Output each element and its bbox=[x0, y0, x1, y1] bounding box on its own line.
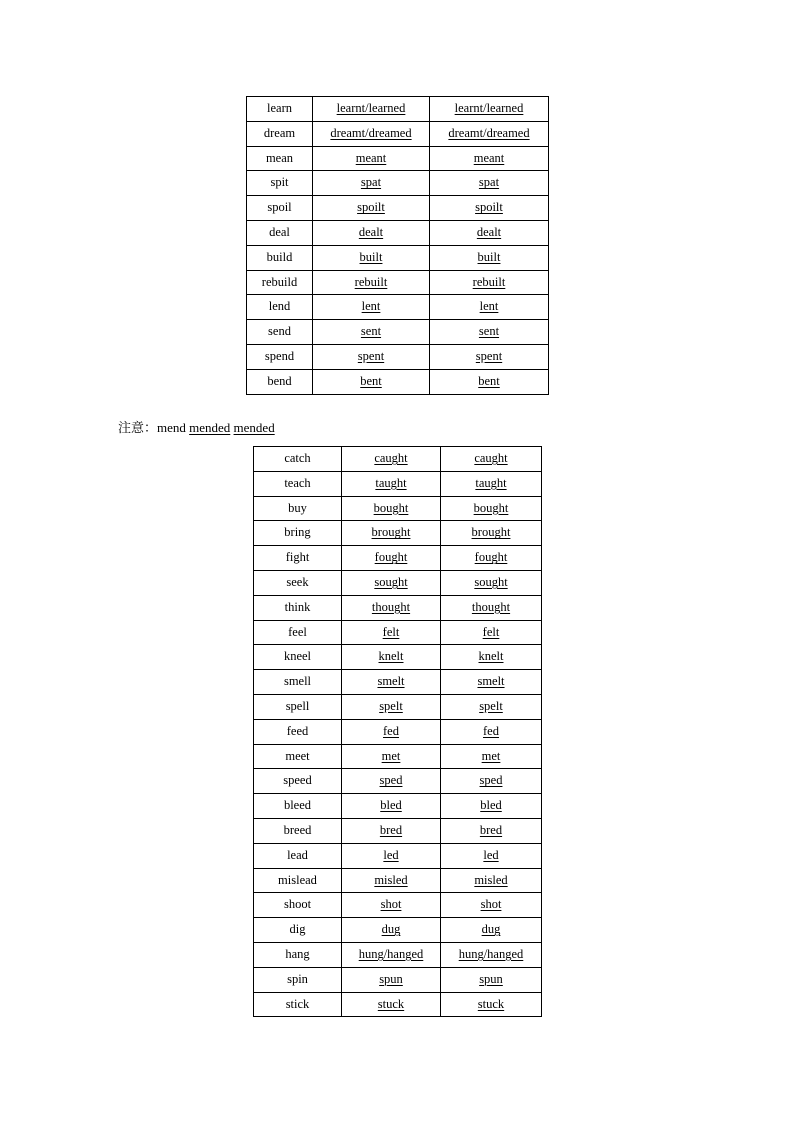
past-tense-cell: spelt bbox=[342, 694, 441, 719]
table-row bbox=[247, 320, 549, 345]
past-participle-cell: dug bbox=[441, 918, 542, 943]
past-tense-cell: learnt/learned bbox=[313, 97, 430, 122]
past-participle-cell: lent bbox=[430, 295, 549, 320]
past-participle-cell: taught bbox=[441, 471, 542, 496]
past-tense-cell: fought bbox=[342, 546, 441, 571]
past-participle-cell: felt bbox=[441, 620, 542, 645]
past-tense-cell: sent bbox=[313, 320, 430, 345]
past-tense-cell: felt bbox=[342, 620, 441, 645]
past-tense-cell: dreamt/dreamed bbox=[313, 121, 430, 146]
past-tense-cell: bred bbox=[342, 818, 441, 843]
past-tense-cell: shot bbox=[342, 893, 441, 918]
table-row bbox=[254, 719, 542, 744]
table-row bbox=[247, 121, 549, 146]
past-tense-cell: knelt bbox=[342, 645, 441, 670]
past-participle-cell: fed bbox=[441, 719, 542, 744]
past-participle-cell: fought bbox=[441, 546, 542, 571]
past-participle-cell: shot bbox=[441, 893, 542, 918]
past-participle-cell: sped bbox=[441, 769, 542, 794]
past-tense-cell: bought bbox=[342, 496, 441, 521]
base-form-cell: smell bbox=[254, 670, 342, 695]
past-tense-cell: misled bbox=[342, 868, 441, 893]
past-tense-cell: stuck bbox=[342, 992, 441, 1017]
past-tense-cell: brought bbox=[342, 521, 441, 546]
base-form-cell: fight bbox=[254, 546, 342, 571]
table-row bbox=[254, 595, 542, 620]
base-form-cell: seek bbox=[254, 570, 342, 595]
past-tense-cell: bent bbox=[313, 369, 430, 394]
base-form-cell: mislead bbox=[254, 868, 342, 893]
past-participle-cell: dreamt/dreamed bbox=[430, 121, 549, 146]
table-row bbox=[247, 245, 549, 270]
past-participle-cell: spat bbox=[430, 171, 549, 196]
base-form-cell: send bbox=[247, 320, 313, 345]
table-row bbox=[247, 295, 549, 320]
table-row bbox=[254, 570, 542, 595]
base-form-cell: spell bbox=[254, 694, 342, 719]
base-form-cell: breed bbox=[254, 818, 342, 843]
base-form-cell: shoot bbox=[254, 893, 342, 918]
base-form-cell: build bbox=[247, 245, 313, 270]
table-row bbox=[254, 744, 542, 769]
past-participle-cell: dealt bbox=[430, 220, 549, 245]
past-participle-cell: spelt bbox=[441, 694, 542, 719]
table-row bbox=[247, 146, 549, 171]
past-participle-cell: bred bbox=[441, 818, 542, 843]
base-form-cell: meet bbox=[254, 744, 342, 769]
base-form-cell: hang bbox=[254, 942, 342, 967]
past-participle-cell: misled bbox=[441, 868, 542, 893]
past-tense-cell: dealt bbox=[313, 220, 430, 245]
table-row bbox=[254, 521, 542, 546]
note-prefix: 注意：mend bbox=[118, 420, 190, 435]
past-participle-cell: bled bbox=[441, 794, 542, 819]
past-participle-cell: meant bbox=[430, 146, 549, 171]
past-participle-cell: smelt bbox=[441, 670, 542, 695]
past-tense-cell: sped bbox=[342, 769, 441, 794]
base-form-cell: spit bbox=[247, 171, 313, 196]
base-form-cell: bleed bbox=[254, 794, 342, 819]
base-form-cell: dream bbox=[247, 121, 313, 146]
past-tense-cell: bled bbox=[342, 794, 441, 819]
past-tense-cell: built bbox=[313, 245, 430, 270]
table-row bbox=[254, 769, 542, 794]
past-tense-cell: rebuilt bbox=[313, 270, 430, 295]
base-form-cell: think bbox=[254, 595, 342, 620]
base-form-cell: catch bbox=[254, 447, 342, 472]
past-tense-cell: thought bbox=[342, 595, 441, 620]
table-row bbox=[254, 918, 542, 943]
past-tense-cell: lent bbox=[313, 295, 430, 320]
base-form-cell: kneel bbox=[254, 645, 342, 670]
table-row bbox=[254, 868, 542, 893]
base-form-cell: bring bbox=[254, 521, 342, 546]
table-row bbox=[254, 694, 542, 719]
note-line bbox=[118, 420, 275, 436]
base-form-cell: buy bbox=[254, 496, 342, 521]
past-tense-cell: dug bbox=[342, 918, 441, 943]
past-tense-cell: sought bbox=[342, 570, 441, 595]
base-form-cell: spin bbox=[254, 967, 342, 992]
past-tense-cell: met bbox=[342, 744, 441, 769]
base-form-cell: rebuild bbox=[247, 270, 313, 295]
table-row bbox=[254, 942, 542, 967]
table-row bbox=[247, 196, 549, 221]
table-row bbox=[254, 843, 542, 868]
past-participle-cell: learnt/learned bbox=[430, 97, 549, 122]
table-row bbox=[254, 670, 542, 695]
base-form-cell: speed bbox=[254, 769, 342, 794]
past-tense-cell: hung/hanged bbox=[342, 942, 441, 967]
past-participle-cell: caught bbox=[441, 447, 542, 472]
table-row bbox=[254, 496, 542, 521]
past-participle-cell: bought bbox=[441, 496, 542, 521]
past-tense-cell: led bbox=[342, 843, 441, 868]
table-row bbox=[254, 471, 542, 496]
base-form-cell: deal bbox=[247, 220, 313, 245]
note-past-tense: mended bbox=[189, 420, 231, 435]
past-participle-cell: sought bbox=[441, 570, 542, 595]
base-form-cell: spend bbox=[247, 344, 313, 369]
table-row bbox=[254, 967, 542, 992]
table-row bbox=[254, 546, 542, 571]
past-tense-cell: meant bbox=[313, 146, 430, 171]
past-participle-cell: knelt bbox=[441, 645, 542, 670]
past-tense-cell: smelt bbox=[342, 670, 441, 695]
past-tense-cell: spun bbox=[342, 967, 441, 992]
base-form-cell: learn bbox=[247, 97, 313, 122]
base-form-cell: teach bbox=[254, 471, 342, 496]
base-form-cell: bend bbox=[247, 369, 313, 394]
base-form-cell: spoil bbox=[247, 196, 313, 221]
table-row bbox=[254, 794, 542, 819]
past-participle-cell: met bbox=[441, 744, 542, 769]
past-participle-cell: brought bbox=[441, 521, 542, 546]
base-form-cell: stick bbox=[254, 992, 342, 1017]
table-row bbox=[247, 369, 549, 394]
past-participle-cell: bent bbox=[430, 369, 549, 394]
past-tense-cell: fed bbox=[342, 719, 441, 744]
base-form-cell: lend bbox=[247, 295, 313, 320]
past-participle-cell: built bbox=[430, 245, 549, 270]
base-form-cell: mean bbox=[247, 146, 313, 171]
past-participle-cell: rebuilt bbox=[430, 270, 549, 295]
past-tense-cell: spoilt bbox=[313, 196, 430, 221]
table-row bbox=[247, 344, 549, 369]
table-row bbox=[254, 645, 542, 670]
table-body bbox=[247, 97, 549, 395]
past-participle-cell: spun bbox=[441, 967, 542, 992]
table-row bbox=[254, 620, 542, 645]
past-participle-cell: stuck bbox=[441, 992, 542, 1017]
table-body bbox=[254, 447, 542, 1017]
table-row bbox=[254, 992, 542, 1017]
base-form-cell: feel bbox=[254, 620, 342, 645]
past-tense-cell: spent bbox=[313, 344, 430, 369]
past-tense-cell: taught bbox=[342, 471, 441, 496]
past-participle-cell: spent bbox=[430, 344, 549, 369]
past-participle-cell: sent bbox=[430, 320, 549, 345]
past-tense-cell: spat bbox=[313, 171, 430, 196]
past-participle-cell: hung/hanged bbox=[441, 942, 542, 967]
irregular-verbs-table-2 bbox=[253, 446, 542, 1017]
note-past-participle: mended bbox=[233, 420, 275, 435]
base-form-cell: lead bbox=[254, 843, 342, 868]
past-participle-cell: led bbox=[441, 843, 542, 868]
table-row bbox=[254, 818, 542, 843]
irregular-verbs-table-1 bbox=[246, 96, 549, 395]
past-participle-cell: thought bbox=[441, 595, 542, 620]
past-tense-cell: caught bbox=[342, 447, 441, 472]
table-row bbox=[254, 447, 542, 472]
table-row bbox=[247, 220, 549, 245]
base-form-cell: dig bbox=[254, 918, 342, 943]
base-form-cell: feed bbox=[254, 719, 342, 744]
table-row bbox=[254, 893, 542, 918]
table-row bbox=[247, 97, 549, 122]
table-row bbox=[247, 270, 549, 295]
table-row bbox=[247, 171, 549, 196]
past-participle-cell: spoilt bbox=[430, 196, 549, 221]
